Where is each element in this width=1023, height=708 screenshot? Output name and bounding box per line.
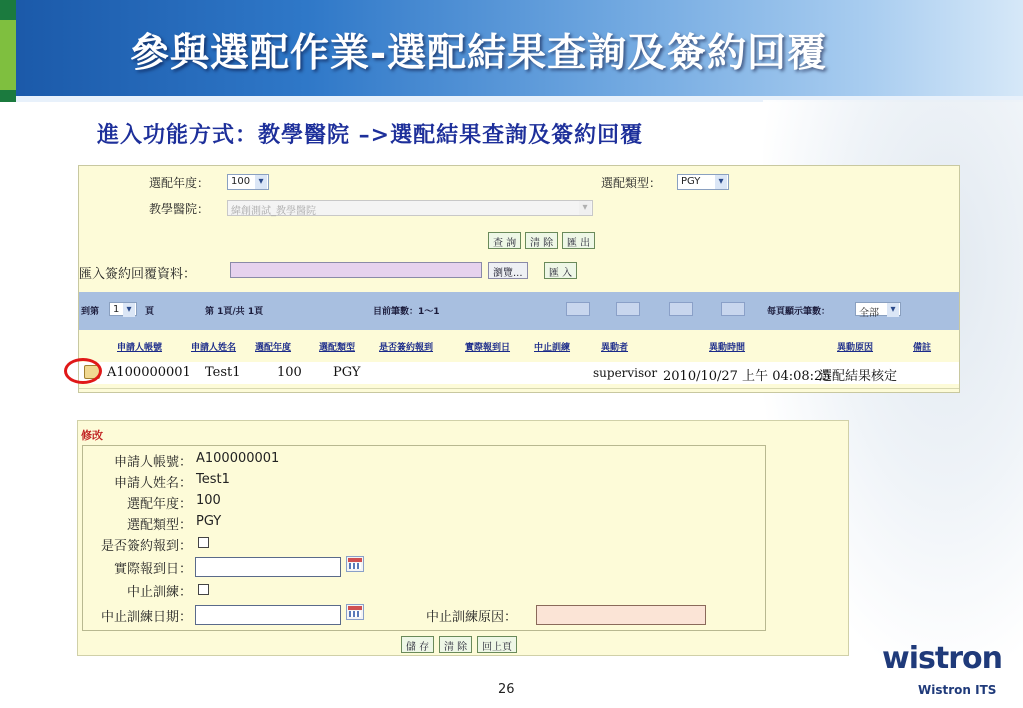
- last-page-button[interactable]: [721, 302, 745, 316]
- column-header[interactable]: 是否簽約報到: [379, 343, 434, 353]
- name-value: Test1: [196, 472, 230, 487]
- clear-button[interactable]: 清 除: [439, 636, 472, 653]
- cell-modified-time: 2010/10/27 上午 04:08:25: [663, 369, 831, 384]
- cell-type: PGY: [333, 365, 361, 380]
- edit-title: 修改: [81, 429, 103, 442]
- browse-button[interactable]: 瀏覽...: [488, 262, 528, 279]
- column-header[interactable]: 申請人姓名: [191, 343, 237, 353]
- first-page-button[interactable]: [566, 302, 590, 316]
- per-page-select[interactable]: 全部 ▾: [855, 302, 901, 316]
- export-button[interactable]: 匯 出: [562, 232, 595, 249]
- signed-checkbox[interactable]: [198, 537, 209, 548]
- divider: [79, 388, 960, 389]
- year-label: 選配年度：: [126, 497, 192, 512]
- cell-year: 100: [277, 365, 302, 380]
- year-label: 選配年度：: [149, 176, 210, 190]
- next-page-button[interactable]: [669, 302, 693, 316]
- column-header[interactable]: 實際報到日: [465, 343, 511, 353]
- query-button[interactable]: 查 詢: [488, 232, 521, 249]
- import-file-input[interactable]: [230, 262, 482, 278]
- type-label: 選配類型：: [126, 518, 192, 533]
- calendar-icon[interactable]: [346, 604, 364, 620]
- logo-subtitle: Wistron ITS: [918, 683, 997, 697]
- stop-reason-label: 中止訓練原因：: [426, 610, 518, 625]
- cell-name: Test1: [205, 365, 241, 380]
- clear-button[interactable]: 清 除: [525, 232, 558, 249]
- goto-label: 到第: [81, 307, 100, 317]
- report-date-input[interactable]: [195, 557, 341, 577]
- page-info: 第 1頁/共 1頁: [205, 307, 264, 317]
- column-header[interactable]: 異動者: [601, 343, 629, 353]
- import-label: 匯入簽約回覆資料：: [79, 267, 197, 282]
- edit-panel: [77, 420, 849, 656]
- column-header[interactable]: 備註: [913, 343, 932, 353]
- per-page-label: 每頁顯示筆數：: [767, 307, 831, 317]
- account-value: A100000001: [196, 451, 280, 466]
- back-button[interactable]: 回上頁: [477, 636, 517, 653]
- hospital-label: 教學醫院：: [149, 202, 210, 216]
- table-row: [79, 362, 960, 384]
- column-header[interactable]: 選配類型: [319, 343, 356, 353]
- accent-strip-light: [0, 20, 16, 90]
- page-select[interactable]: 1 ▾: [109, 302, 137, 316]
- save-button[interactable]: 儲 存: [401, 636, 434, 653]
- report-date-label: 實際報到日：: [113, 562, 192, 577]
- stop-date-input[interactable]: [195, 605, 341, 625]
- type-label: 選配類型：: [601, 176, 662, 190]
- stop-reason-input[interactable]: [536, 605, 706, 625]
- cell-modifier: supervisor: [593, 366, 658, 380]
- column-header[interactable]: 申請人帳號: [117, 343, 163, 353]
- column-header[interactable]: 異動原因: [837, 343, 874, 353]
- stop-label: 中止訓練：: [126, 585, 192, 600]
- slide-subtitle: 進入功能方式：教學醫院 –>選配結果查詢及簽約回覆: [97, 122, 644, 148]
- account-label: 申請人帳號：: [113, 455, 192, 470]
- prev-page-button[interactable]: [616, 302, 640, 316]
- pager-bar: [79, 292, 960, 330]
- column-header[interactable]: 異動時間: [709, 343, 746, 353]
- import-button[interactable]: 匯 入: [544, 262, 577, 279]
- slide-title: 參與選配作業-選配結果查詢及簽約回覆: [130, 30, 828, 76]
- type-value: PGY: [196, 514, 222, 529]
- cell-account: A100000001: [107, 365, 191, 380]
- stop-date-label: 中止訓練日期：: [100, 610, 192, 625]
- highlight-ring: [64, 358, 102, 384]
- count-info: 目前筆數：1～1: [373, 307, 440, 317]
- stop-checkbox[interactable]: [198, 584, 209, 595]
- hospital-select: 緯創測試_教學醫院 ▾: [227, 200, 593, 216]
- signed-label: 是否簽約報到：: [100, 539, 192, 554]
- year-value: 100: [196, 493, 221, 508]
- calendar-icon[interactable]: [346, 556, 364, 572]
- page-unit: 頁: [145, 307, 155, 317]
- type-select[interactable]: PGY ▾: [677, 174, 729, 190]
- column-header[interactable]: 選配年度: [255, 343, 292, 353]
- search-results-panel: [78, 165, 960, 393]
- table-header-row: [79, 338, 960, 354]
- page-number: 26: [498, 682, 515, 697]
- wistron-logo: wistron: [882, 641, 1002, 676]
- year-select[interactable]: 100 ▾: [227, 174, 269, 190]
- name-label: 申請人姓名：: [113, 476, 192, 491]
- cell-reason: 選配結果核定: [819, 369, 898, 384]
- column-header[interactable]: 中止訓練: [534, 343, 571, 353]
